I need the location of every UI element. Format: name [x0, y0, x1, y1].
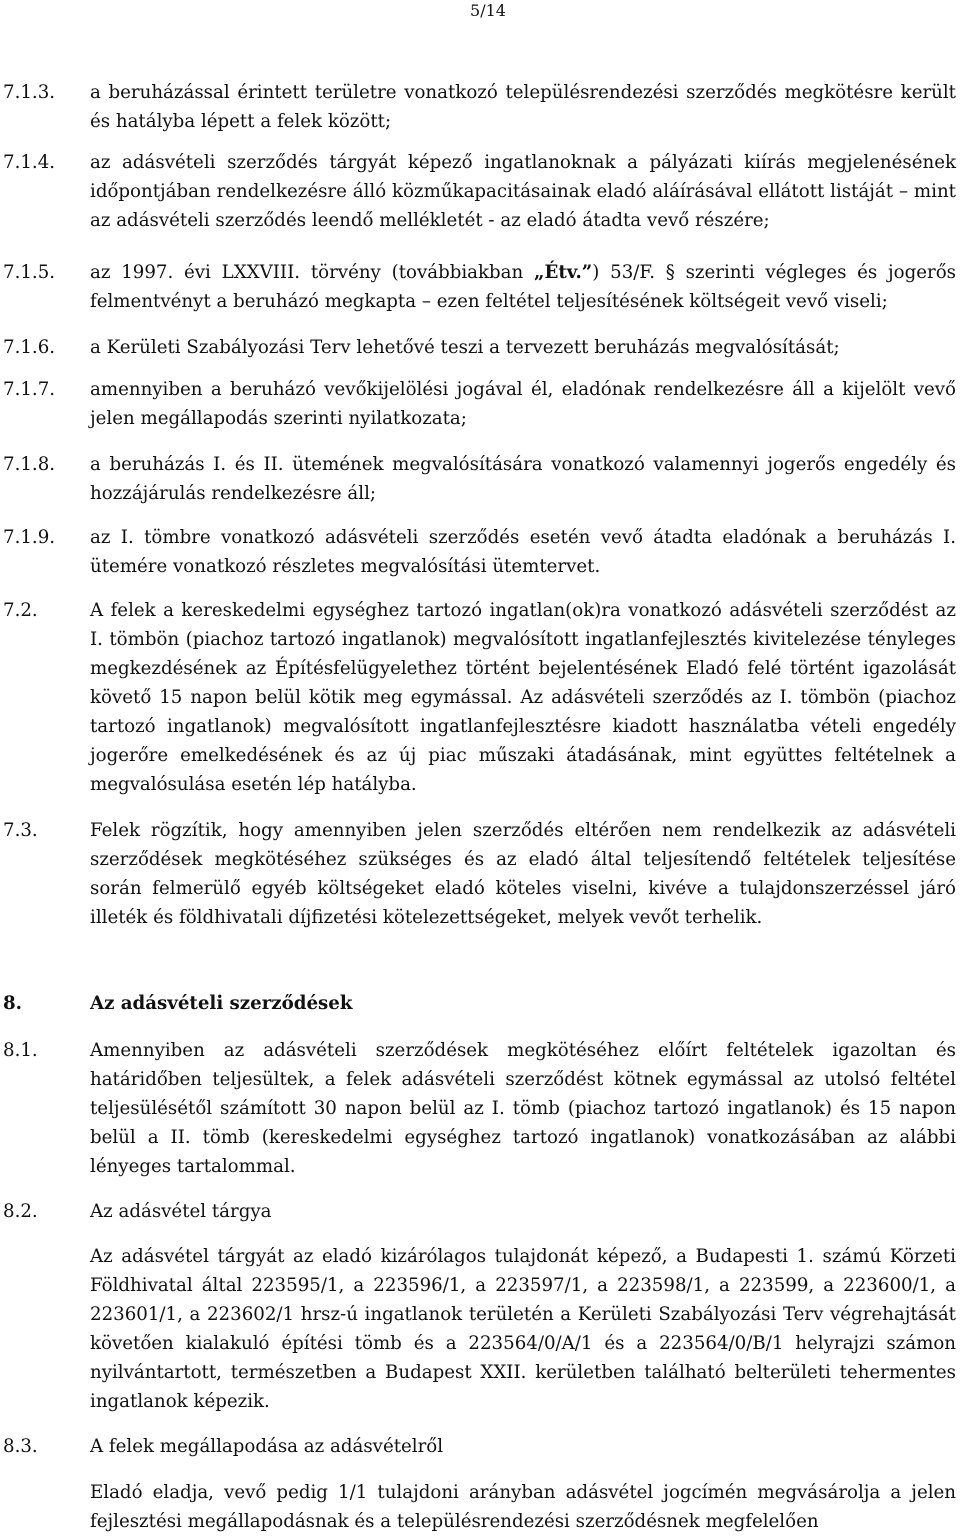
section-text: a beruházás I. és II. ütemének megvalósítására vonatkozó valamennyi jogerős engedély és hozzájárulás rendelkezésre áll; [90, 454, 956, 504]
section-number: 8. [3, 993, 22, 1014]
section-number: 7.1.6. [3, 337, 56, 358]
section-text: a beruházással érintett területre vonatkozó településrendezési szerződés megkötésre került és hatályba lépett a felek között; [90, 82, 956, 132]
text-part: ) 53/F. § szerinti végleges és jogerős felmentvényt a beruházó megkapta – ezen feltétel teljesítésének költségeit vevő viseli; [90, 262, 956, 312]
section-text [90, 258, 956, 316]
etv-abbreviation: „Étv.” [534, 262, 593, 283]
section-number: 7.1.9. [3, 527, 56, 548]
section-text: amennyiben a beruházó vevőkijelölési jogával él, eladónak rendelkezésre áll a kijelölt vevő jelen megállapodás szerinti nyilatkozata; [90, 379, 956, 429]
page-number: 5/14 [470, 1, 506, 20]
section-heading: Az adásvételi szerződések [90, 993, 353, 1014]
section-number: 7.1.7. [3, 379, 56, 400]
section-number: 8.1. [3, 1040, 38, 1061]
section-number: 7.1.8. [3, 454, 56, 475]
section-number: 8.3. [3, 1436, 38, 1457]
section-text: Felek rögzítik, hogy amennyiben jelen szerződés eltérően nem rendelkezik az adásvételi szerződések megkötéséhez szükséges és az eladó által teljesítendő feltételek teljesítése során felmerülő egyéb költségeket eladó köteles viselni, kivéve a tulajdonszerzéssel járó illeték és földhivatali díjfizetési kötelezettségeket, melyek vevőt terhelik. [90, 820, 956, 928]
section-number: 7.1.3. [3, 82, 56, 103]
section-text: Amennyiben az adásvételi szerződések megkötéséhez előírt feltételek igazoltan és határidőben teljesültek, a felek adásvételi szerződést kötnek egymással az utolsó feltétel teljesülésétől számított 30 napon belül az I. tömb (piachoz tartozó ingatlanok) és 15 napon belül a II. tömb (kereskedelmi egységhez tartozó ingatlanok) vonatkozásában az alábbi lényeges tartalommal. [90, 1040, 956, 1177]
section-text: az I. tömbre vonatkozó adásvételi szerződés esetén vevő átadta eladónak a beruházás I. ütemére vonatkozó részletes megvalósítási ütemtervet. [90, 527, 956, 577]
section-number: 7.2. [3, 600, 38, 621]
section-text: az adásvételi szerződés tárgyát képező ingatlanoknak a pályázati kiírás megjelenésének időpontjában rendelkezésre álló közműkapacitásainak eladó aláírásával ellátott listáját – mint az adásvételi szerződés leendő mellékletét - az eladó átadta vevő részére; [90, 152, 956, 231]
section-text: A felek a kereskedelmi egységhez tartozó ingatlan(ok)ra vonatkozó adásvételi szerződést az I. tömbön (piachoz tartozó ingatlanok) megvalósított ingatlanfejlesztés kivitelezése tényleges megkezdésének az Építésfelügyelethez történt bejelentésének Eladó felé történt igazolását követő 15 napon belül kötik meg egymással. Az adásvételi szerződés az I. tömbön (piachoz tartozó ingatlanok) megvalósított ingatlanfejlesztésre kiadott használatba vételi engedély jogerőre emelkedésének és az új piac műszaki átadásának, mint együttes feltételnek a megvalósulása esetén lép hatályba. [90, 600, 956, 795]
section-body: Eladó eladja, vevő pedig 1/1 tulajdoni arányban adásvétel jogcímén megvásárolja a jelen fejlesztési megállapodásnak és a településrendezési szerződésnek megfelelően [90, 1482, 956, 1532]
section-title: Az adásvétel tárgya [90, 1201, 272, 1222]
section-number: 7.3. [3, 820, 38, 841]
section-number: 7.1.4. [3, 152, 56, 173]
section-body: Az adásvétel tárgyát az eladó kizárólagos tulajdonát képező, a Budapesti 1. számú Körzeti Földhivatal által 223595/1, a 223596/1, a 223597/1, a 223598/1, a 223599, a 223600/1, a 223601/1, a 223602/1 hrsz-ú ingatlanok területén a Kerületi Szabályozási Terv végrehajtását követően kialakuló építési tömb és a 223564/0/A/1 és a 223564/0/B/1 helyrajzi számon nyilvántartott, természetben a Budapest XXII. kerületben található belterületi tehermentes ingatlanok képezik. [90, 1246, 956, 1412]
section-title: A felek megállapodása az adásvételről [90, 1436, 444, 1457]
section-text: a Kerületi Szabályozási Terv lehetővé teszi a tervezett beruházás megvalósítását; [90, 337, 840, 358]
section-number: 8.2. [3, 1201, 38, 1222]
section-number: 7.1.5. [3, 262, 56, 283]
text-part: az 1997. évi LXXVIII. törvény (továbbiakban [90, 262, 535, 283]
